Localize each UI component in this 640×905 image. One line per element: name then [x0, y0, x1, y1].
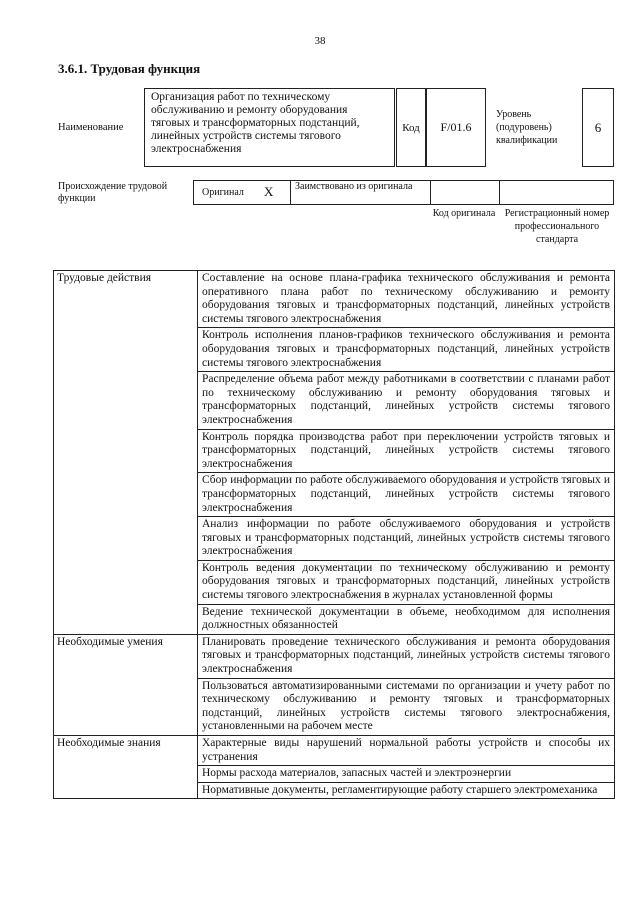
required-skills-item: Пользоваться автоматизированными системами по организации и учету работ по техническому обслуживанию и ремонту тяговых и трансформаторных подстанций, линейных устройств системы тягового электроснабжения, установленными на рабочем месте: [198, 678, 615, 735]
code-original-cell: [431, 181, 500, 204]
registration-number-label: Регистрационный номер профессионального стандарта: [504, 208, 610, 245]
required-skills-row: [54, 634, 615, 678]
labor-actions-item: Контроль исполнения планов-графиков технического обслуживания и ремонта оборудования тяговых и трансформаторных подстанций, линейных устройств системы тягового электроснабжения: [198, 328, 615, 372]
registration-number-cell: [500, 181, 613, 204]
borrowed-cell: [291, 181, 431, 204]
required-knowledge-item: Нормы расхода материалов, запасных частей и электроэнергии: [198, 766, 615, 783]
labor-actions-row: [54, 271, 615, 328]
labor-actions-label: Трудовые действия: [54, 271, 198, 635]
labor-actions-item: Составление на основе плана-графика технического обслуживания и ремонта оперативного плана работ по техническому обслуживанию и ремонту оборудования тяговых и трансформаторных подстанций, линейных устройств системы тягового электроснабжения: [198, 271, 615, 328]
name-label: Наименование: [58, 122, 124, 133]
code-value-text: F/01.6: [440, 120, 472, 134]
borrowed-label: Заимствовано из оригинала: [295, 181, 413, 192]
labor-actions-item: Анализ информации по работе обслуживаемого оборудования и устройств тяговых и трансформаторных подстанций, линейных устройств системы тягового электроснабжения: [198, 517, 615, 561]
function-name: Организация работ по техническому обслуживанию и ремонту оборудования тяговых и трансформаторных подстанций, линейных устройств системы тягового электроснабжения: [144, 88, 395, 167]
required-knowledge-item: Нормативные документы, регламентирующие работу старшего электромеханика: [198, 782, 615, 799]
qualification-level-value-text: 6: [594, 119, 602, 135]
required-knowledge-row: [54, 736, 615, 766]
qualification-level-value: [582, 88, 614, 167]
required-knowledge-label: Необходимые знания: [54, 736, 198, 799]
code-original-label: Код оригинала: [432, 208, 496, 219]
original-cell: [194, 181, 291, 204]
origin-label: Происхождение трудовой функции: [58, 181, 168, 204]
required-skills-label: Необходимые умения: [54, 634, 198, 735]
code-label-text: Код: [402, 121, 420, 134]
section-title: 3.6.1. Трудовая функция: [58, 61, 201, 76]
code-label: [396, 88, 426, 167]
qualification-level-label: Уровень (подуровень) квалификации: [496, 109, 558, 146]
labor-actions-item: Сбор информации по работе обслуживаемого оборудования и устройств тяговых и трансформаторных подстанций, линейных устройств системы тягового электроснабжения: [198, 473, 615, 517]
function-details-table: [53, 270, 615, 799]
labor-actions-item: Контроль ведения документации по техническому обслуживанию и ремонту оборудования тяговых и трансформаторных подстанций, линейных устройств системы тягового электроснабжения в журналах установленной формы: [198, 560, 615, 604]
page-number: 38: [314, 35, 326, 47]
code-value: [426, 88, 486, 167]
origin-strip: [193, 180, 614, 205]
required-skills-item: Планировать проведение технического обслуживания и ремонта оборудования тяговых и трансформаторных подстанций, линейных устройств системы тягового электроснабжения: [198, 634, 615, 678]
required-knowledge-item: Характерные виды нарушений нормальной работы устройств и способы их устранения: [198, 736, 615, 766]
labor-actions-item: Распределение объема работ между работниками в соответствии с планами работ по техническому обслуживанию и ремонту оборудования тяговых и трансформаторных подстанций, линейных устройств системы тягового электроснабжения: [198, 372, 615, 429]
labor-actions-item: Ведение технической документации в объеме, необходимом для исполнения должностных обязанностей: [198, 604, 615, 634]
original-label: Оригинал: [202, 187, 244, 198]
labor-actions-item: Контроль порядка производства работ при переключении устройств тяговых и трансформаторных подстанций, линейных устройств системы тягового электроснабжения: [198, 429, 615, 473]
original-mark: X: [264, 184, 274, 199]
